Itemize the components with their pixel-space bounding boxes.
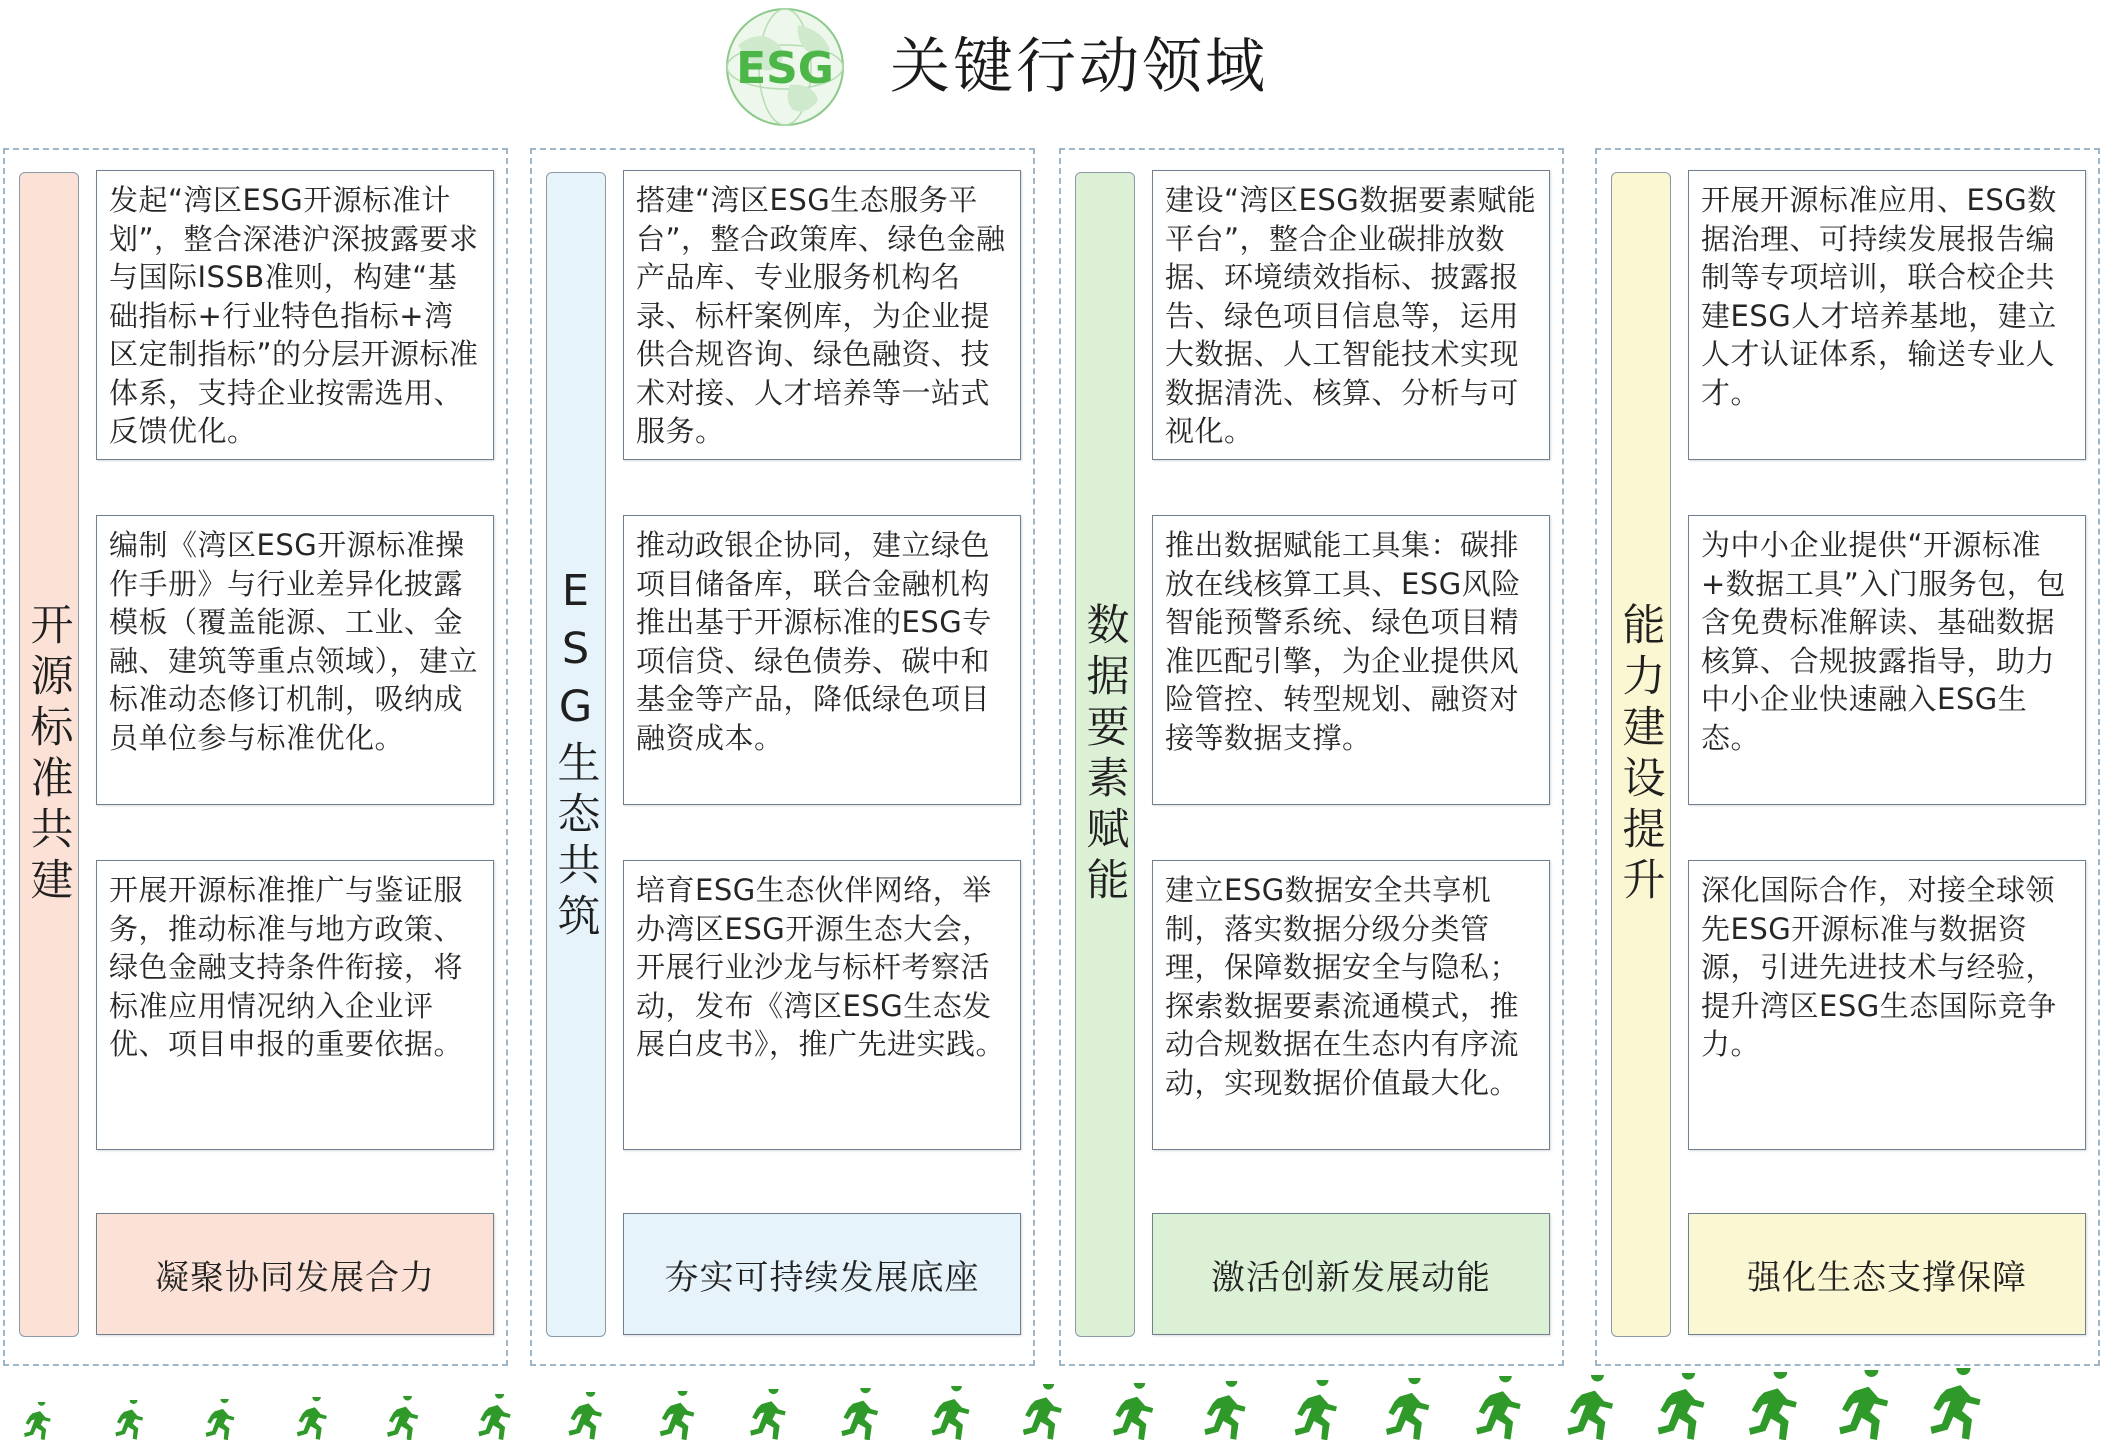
column-side-label-bar	[546, 172, 606, 1337]
action-item-box: 建立ESG数据安全共享机制，落实数据分级分类管理，保障数据安全与隐私；探索数据要素流通模式，推动合规数据在生态内有序流动，实现数据价值最大化。	[1152, 860, 1550, 1150]
esg-globe-logo	[718, 5, 853, 130]
running-person-icon	[742, 1389, 793, 1440]
running-person-icon	[561, 1392, 609, 1440]
column-goal-box: 强化生态支撑保障	[1688, 1213, 2086, 1335]
running-person-icon	[1285, 1380, 1345, 1440]
running-person-icon	[1647, 1373, 1714, 1440]
running-person-icon	[471, 1394, 517, 1440]
column-esg-ecosystem	[530, 148, 1035, 1366]
column-side-label: 能力建设提升	[1615, 601, 1666, 908]
logo-text: ESG	[736, 43, 834, 94]
column-open-standards	[3, 148, 508, 1366]
running-person-icon	[380, 1396, 424, 1440]
running-person-icon	[1828, 1370, 1898, 1440]
column-side-label-bar	[1611, 172, 1671, 1337]
running-person-icon	[1014, 1384, 1070, 1440]
running-person-icon	[1557, 1375, 1622, 1440]
column-goal-box: 激活创新发展动能	[1152, 1213, 1550, 1335]
running-person-icon	[1376, 1378, 1438, 1440]
action-item-box: 建设“湾区ESG数据要素赋能平台”，整合企业碳排放数据、环境绩效指标、披露报告、绿色项目信息等，运用大数据、人工智能技术实现数据清洗、核算、分析与可视化。	[1152, 170, 1550, 460]
running-person-icon	[1104, 1383, 1161, 1440]
header	[0, 0, 2108, 140]
action-item-box: 搭建“湾区ESG生态服务平台”，整合政策库、绿色金融产品库、专业服务机构名录、标杆案例库，为企业提供合规咨询、绿色融资、技术对接、人才培养等一站式服务。	[623, 170, 1021, 460]
running-person-icon	[1466, 1376, 1530, 1440]
running-person-icon	[923, 1386, 977, 1440]
action-item-box: 推动政银企协同，建立绿色项目储备库，联合金融机构推出基于开源标准的ESG专项信贷、绿色债券、碳中和基金等产品，降低绿色项目融资成本。	[623, 515, 1021, 805]
footer-runner-row	[0, 1378, 2108, 1455]
action-item-box: 开展开源标准应用、ESG数据治理、可持续发展报告编制等专项培训，联合校企共建ESG人才培养基地，建立人才认证体系，输送专业人才。	[1688, 170, 2086, 460]
action-item-box: 培育ESG生态伙伴网络，举办湾区ESG开源生态大会，开展行业沙龙与标杆考察活动，发布《湾区ESG生态发展白皮书》，推广先进实践。	[623, 860, 1021, 1150]
running-person-icon	[833, 1388, 885, 1440]
action-item-box: 为中小企业提供“开源标准+数据工具”入门服务包，包含免费标准解读、基础数据核算、合规披露指导，助力中小企业快速融入ESG生态。	[1688, 515, 2086, 805]
column-goal-box: 夯实可持续发展底座	[623, 1213, 1021, 1335]
running-person-icon	[109, 1400, 149, 1440]
action-item-box: 深化国际合作，对接全球领先ESG开源标准与数据资源，引进先进技术与经验，提升湾区ESG生态国际竞争力。	[1688, 860, 2086, 1150]
running-person-icon	[1919, 1368, 1991, 1440]
column-side-label-bar	[1075, 172, 1135, 1337]
column-goal-box: 凝聚协同发展合力	[96, 1213, 494, 1335]
column-side-label: 数据要素赋能	[1079, 601, 1130, 908]
action-item-box: 推出数据赋能工具集：碳排放在线核算工具、ESG风险智能预警系统、绿色项目精准匹配引擎，为企业提供风险管控、转型规划、融资对接等数据支撑。	[1152, 515, 1550, 805]
column-side-label: 开源标准共建	[23, 601, 74, 908]
running-person-icon	[652, 1391, 701, 1440]
running-person-icon	[18, 1402, 56, 1440]
running-person-icon	[1738, 1372, 1806, 1440]
column-side-label-bar	[19, 172, 79, 1337]
column-data-empowerment	[1059, 148, 1564, 1366]
running-person-icon	[290, 1397, 333, 1440]
globe-icon	[718, 5, 853, 130]
running-person-icon	[199, 1399, 240, 1440]
column-side-label: ESG生态共筑	[550, 565, 601, 944]
action-item-box: 编制《湾区ESG开源标准操作手册》与行业差异化披露模板（覆盖能源、工业、金融、建筑等重点领域），建立标准动态修订机制，吸纳成员单位参与标准优化。	[96, 515, 494, 805]
action-item-box: 发起“湾区ESG开源标准计划”，整合深港沪深披露要求与国际ISSB准则，构建“基础指标+行业特色指标+湾区定制指标”的分层开源标准体系，支持企业按需选用、反馈优化。	[96, 170, 494, 460]
column-capacity-building	[1595, 148, 2100, 1366]
running-person-icon	[1195, 1381, 1254, 1440]
page-title: 关键行动领域	[890, 32, 1268, 102]
action-item-box: 开展开源标准推广与鉴证服务，推动标准与地方政策、绿色金融支持条件衔接，将标准应用情况纳入企业评优、项目申报的重要依据。	[96, 860, 494, 1150]
